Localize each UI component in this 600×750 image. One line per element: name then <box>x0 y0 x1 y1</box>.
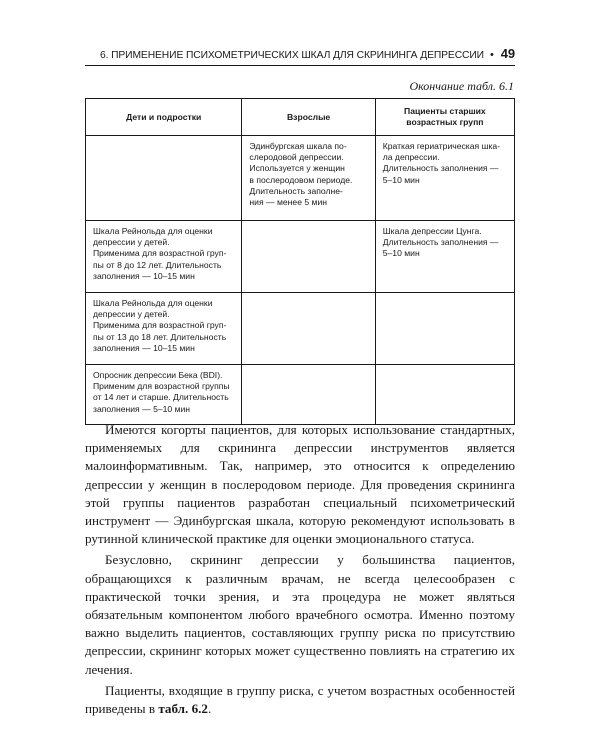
page-number: 49 <box>500 46 515 61</box>
table-row <box>86 365 515 425</box>
col-header-children: Дети и подростки <box>86 99 242 136</box>
paragraph-3-end: . <box>207 701 212 717</box>
paragraph-3 <box>85 682 515 718</box>
table-header-row <box>86 99 515 136</box>
table-cell: Шкала депрессии Цунга. Длительность заполнения — 5–10 мин <box>375 221 514 293</box>
table-cell: Опросник депрессии Бека (BDI). Применим для возрастной группы от 14 лет и старше. Длительность заполнения — 5–10 мин <box>86 365 242 425</box>
table-cell <box>375 293 514 365</box>
table-row <box>86 221 515 293</box>
table-cell: Эдинбургская шкала по- слеродовой депрессии. Используется у женщин в послеродовом периоде. Длительность заполне- ния — менее 5 мин <box>242 136 375 221</box>
header-rule <box>85 65 515 66</box>
header-bullet: • <box>489 49 494 61</box>
table-reference: табл. 6.2 <box>158 701 208 717</box>
table-caption: Окончание табл. 6.1 <box>409 79 514 93</box>
table-cell: Шкала Рейнольда для оценки депрессии у детей. Применима для возрастной груп- пы от 13 до 18 лет. Длительность заполнения — 10–15 мин <box>86 293 242 365</box>
col-header-elderly: Пациенты старших возрастных групп <box>375 99 514 136</box>
running-title: 6. ПРИМЕНЕНИЕ ПСИХОМЕТРИЧЕСКИХ ШКАЛ ДЛЯ СКРИНИНГА ДЕПРЕССИИ <box>99 50 484 61</box>
table-cell <box>242 221 375 293</box>
paragraph-2: Безусловно, скрининг депрессии у большинства пациентов, обращающихся к различным врачам, не всегда целесообразен с практической точки зрения, и эта процедура не может являться обязательным компонентом любого врачебного осмотра. Именно поэтому важно выделить пациентов, составляющих группу риска по присутствию депрессии, скрининг которых может существенно повлиять на стратегию их лечения. <box>85 552 515 677</box>
table-cell <box>242 365 375 425</box>
table-cell <box>242 293 375 365</box>
table-row <box>86 293 515 365</box>
table-cell <box>375 365 514 425</box>
col-header-adults: Взрослые <box>242 99 375 136</box>
table-cell <box>86 136 242 221</box>
table-row <box>86 136 515 221</box>
body-text <box>85 421 515 721</box>
paragraph-1: Имеются когорты пациентов, для которых использование стандартных, применяемых для скрининга депрессии инструментов является малоинформативным. Так, например, это относится к определению депрессии у женщин в послеродовом периоде. Для проведения скрининга этой группы пациентов разработан специальный психометрический инструмент — Эдинбургская шкала, которую рекомендуют использовать в рутинной клинической практике для оценки эмоционального статуса. <box>85 422 515 547</box>
paragraph-3-text: Пациенты, входящие в группу риска, с учетом возрастных особенностей приведены в <box>85 682 515 717</box>
table-cell: Шкала Рейнольда для оценки депрессии у детей. Применима для возрастной груп- пы от 8 до 12 лет. Длительность заполнения — 10–15 мин <box>86 221 242 293</box>
scales-table <box>85 98 515 425</box>
table-cell: Краткая гериатрическая шка- ла депрессии. Длительность заполнения — 5–10 мин <box>375 136 514 221</box>
running-header <box>85 46 515 61</box>
